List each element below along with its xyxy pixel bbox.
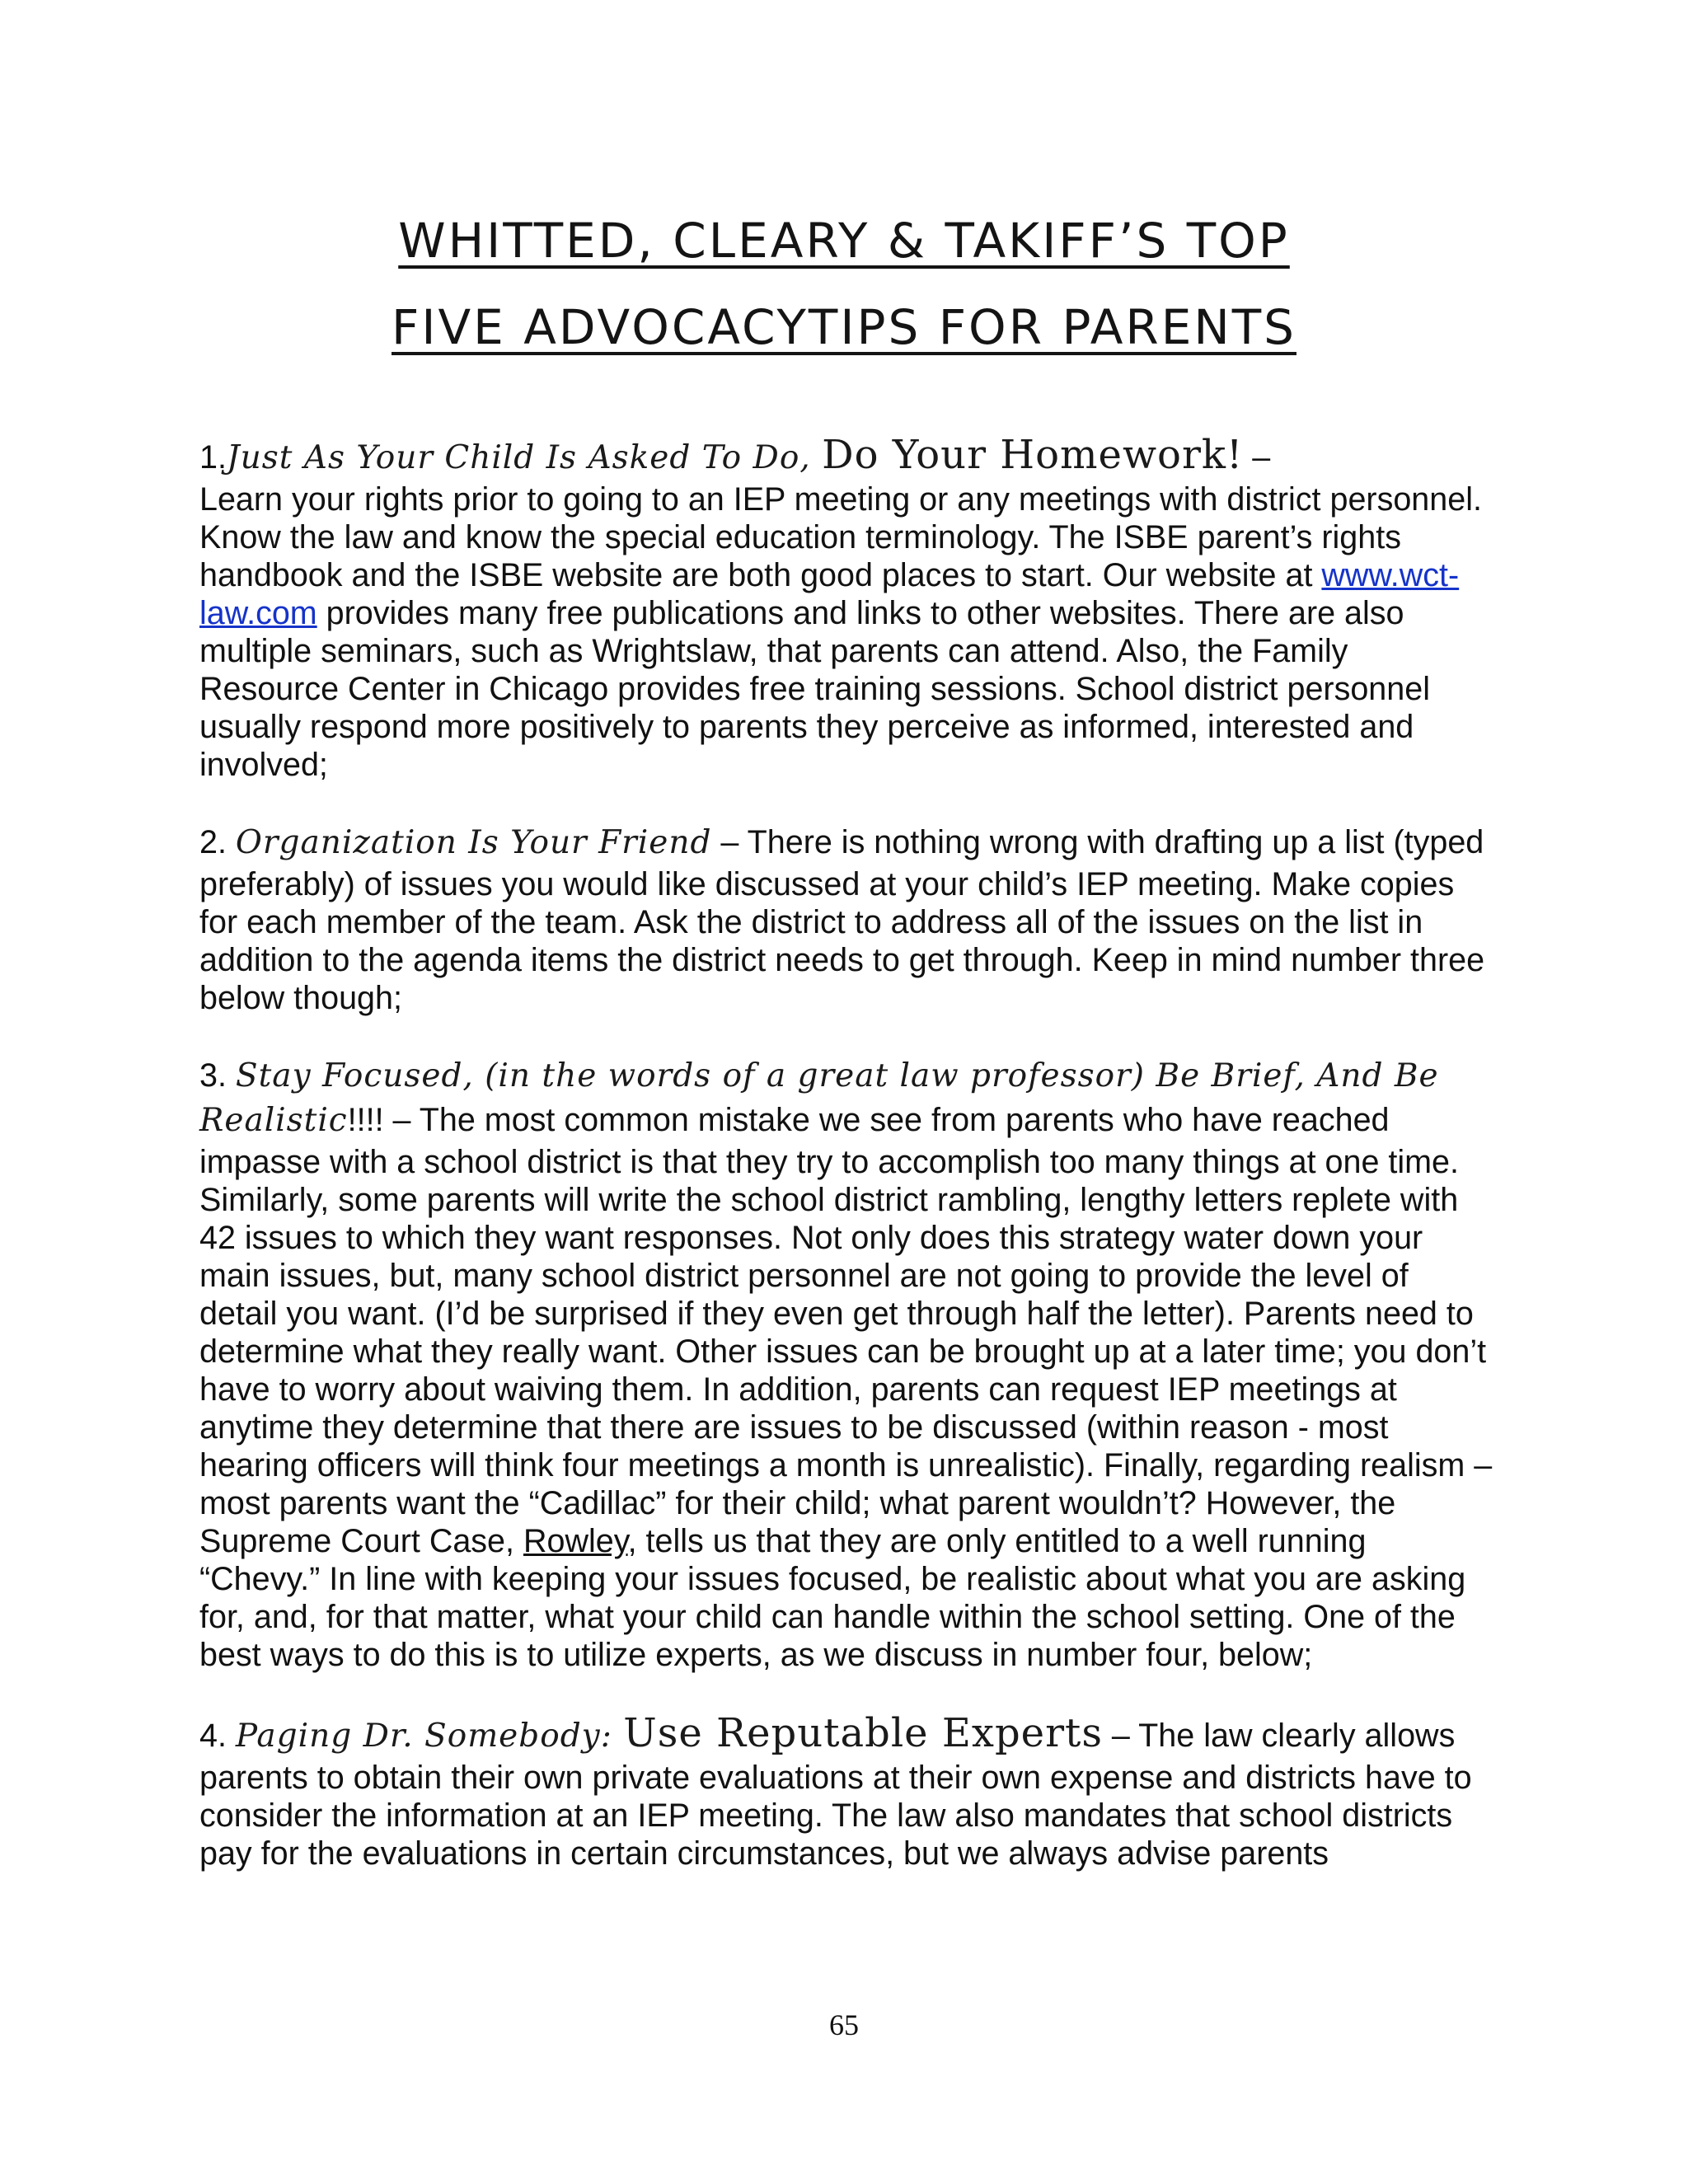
tip-3 xyxy=(199,1054,1493,1674)
tip-1-number: 1. xyxy=(199,439,227,476)
tip-4-body: The law clearly allows parents to obtain their own private evaluations at their own expense and districts have to consider the information at an IEP meeting. The law also mandates that school districts pay for the evaluations in certain circumstances, but we always advise parents xyxy=(199,1718,1472,1872)
case-name: Rowley xyxy=(523,1523,628,1559)
page-title xyxy=(198,198,1490,371)
tip-2-number: 2. xyxy=(199,824,236,860)
tip-1-heading-b: Do Your Homework! xyxy=(822,432,1244,478)
tip-4-number: 4. xyxy=(199,1718,236,1754)
tip-3-body-b: , tells us that they are only entitled to a well running “Chevy.” In line with keeping your issues focused, be realistic about what you are asking for, and, for that matter, what your child can handle within the school setting. One of the best ways to do this is to utilize experts, as we discuss in number four, below; xyxy=(199,1523,1466,1673)
tip-4-dash: – xyxy=(1102,1718,1139,1754)
page-number: 65 xyxy=(829,2008,859,2041)
tip-3-heading: Stay Focused, (in the words of a great law professor) Be Brief, And Be Realistic xyxy=(199,1057,1439,1139)
tip-3-body-a: The most common mistake we see from parents who have reached impasse with a school district is that they try to accomplish too many things at one time. Similarly, some parents will write the school district rambling, lengthy letters replete with 42 issues to which they want responses. Not only does this strategy water down your main issues, but, many school district personnel are not going to provide the level of detail you want. (I’d be surprised if they even get through half the letter). Parents need to determine what they really want. Other issues can be brought up at a later time; you don’t have to worry about waiving them. In addition, parents can request IEP meetings at anytime they determine that there are issues to be discussed (within reason - most hearing officers will think four meetings a month is unrealistic). Finally, regarding realism – most parents want the “Cadillac” for their child; what parent wouldn’t? However, the Supreme Court Case, xyxy=(199,1102,1493,1559)
tip-1 xyxy=(199,433,1493,784)
tip-1-body-a: Learn your rights prior to going to an IEP meeting or any meetings with district personnel. Know the law and know the special education terminology. The ISBE parent’s rights handbook and the ISBE website are both good places to start. Our website at xyxy=(199,481,1482,593)
title-line-2: FIVE ADVOCACYTIPS FOR PARENTS xyxy=(392,299,1296,355)
tip-3-dash: – xyxy=(383,1102,420,1138)
tip-2-body: There is nothing wrong with drafting up a list (typed preferably) of issues you would like discussed at your child’s IEP meeting. Make copies for each member of the team. Ask the district to address all of the issues on the list in addition to the agenda items the district needs to get through. Keep in mind number three below though; xyxy=(199,824,1485,1016)
tip-1-dash: – xyxy=(1243,439,1271,476)
tip-4-heading-b: Use Reputable Experts xyxy=(623,1710,1103,1756)
tip-1-body-b: provides many free publications and links to other websites. There are also multiple seminars, such as Wrightslaw, that parents can attend. Also, the Family Resource Center in Chicago provides free training sessions. School district personnel usually respond more positively to parents they perceive as informed, interested and involved; xyxy=(199,595,1430,783)
tip-2-heading: Organization Is Your Friend xyxy=(235,824,712,861)
title-line-1: WHITTED, CLEARY & TAKIFF’S TOP xyxy=(398,213,1290,269)
tips-list xyxy=(199,433,1493,1910)
website-link[interactable]: www.wct-law.com xyxy=(199,557,1460,631)
tip-4-heading-a: Paging Dr. Somebody: xyxy=(235,1718,624,1755)
tip-2 xyxy=(199,821,1493,1017)
tip-3-number: 3. xyxy=(199,1057,236,1094)
tip-4 xyxy=(199,1711,1493,1872)
tip-3-exclaim: !!!! xyxy=(347,1102,384,1138)
tip-1-heading-a: Just As Your Child Is Asked To Do, xyxy=(226,439,823,476)
tip-2-dash: – xyxy=(711,824,748,860)
